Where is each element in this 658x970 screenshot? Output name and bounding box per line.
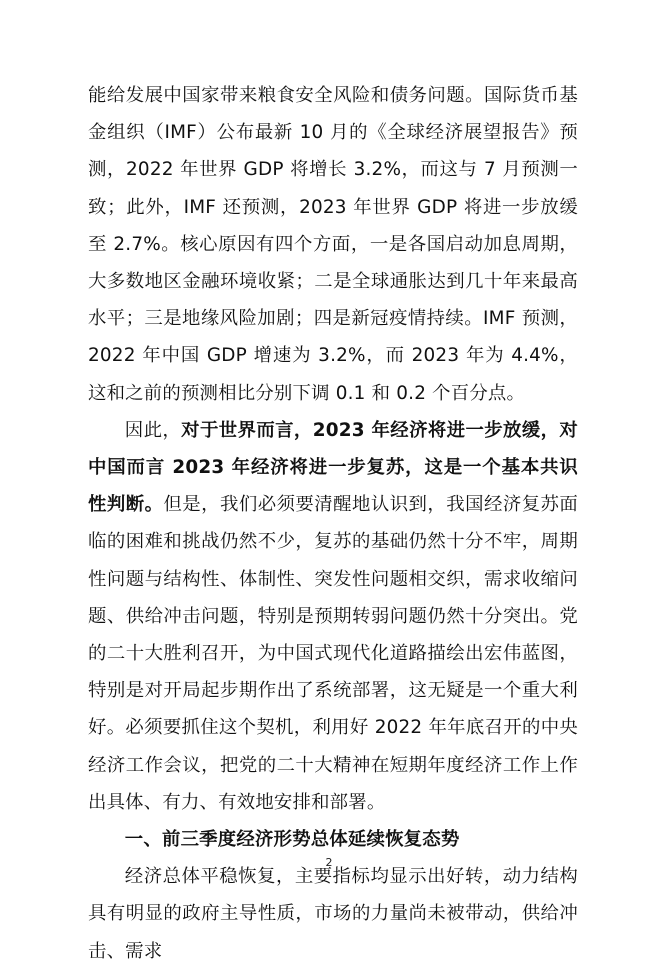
paragraph-1 — [88, 77, 578, 412]
document-body — [88, 77, 578, 970]
paragraph-2-bold-run: 对于世界而言，2023 年经济将进一步放缓，对中国而言 2023 年经济将进一步复苏，这是一个基本共识性判断。 — [88, 419, 578, 516]
section-heading: 一、前三季度经济形势总体延续恢复态势 — [124, 829, 460, 851]
paragraph-3: 经济总体平稳恢复，主要指标均显示出好转，动力结构具有明显的政府主导性质，市场的力量尚未被带动，供给冲击、需求 — [88, 866, 578, 962]
paragraph-2-run-1: 因此， — [124, 419, 182, 441]
paragraph-2-run-3: 但是，我们必须要清醒地认识到，我国经济复苏面临的困难和挑战仍然不少，复苏的基础仍然十分不牢，周期性问题与结构性、体制性、突发性问题相交织，需求收缩问题、供给冲击问题，特别是预期转弱问题仍然十分突出。党的二十大胜利召开，为中国式现代化道路描绘出宏伟蓝图，特别是对开局起步期作出了系统部署，这无疑是一个重大利好。必须要抓住这个契机，利用好 2022 年年底召开的中央经济工作会议，把党的二十大精神在短期年度经济工作上作出具体、有力、有效地安排和部署。 — [88, 494, 578, 813]
paragraph-1-run-1: 能给发展中国家带来粮食安全风险和债务问题。国际货币基金组织（IMF）公布最新 10 月的《全球经济展望报告》预测，2022 年世界 GDP 将增长 3.2%，而这与 7 月预测一致；此外，IMF 还预测，2023 年世界 GDP 将进一步放缓至 2.7%。核心原因有四个方面，一是各国启动加息周期，大多数地区金融环境收紧；二是全球通胀达到几十年来最高水平；三是地缘风险加剧；四是新冠疫情持续。IMF 预测，2022 年中国 GDP 增速为 3.2%，而 2023 年为 4.4%，这和之前的预测相比分别下调 0.1 和 0.2 个百分点。 — [88, 85, 578, 404]
page-number: 2 — [325, 856, 333, 869]
paragraph-2 — [88, 412, 578, 821]
